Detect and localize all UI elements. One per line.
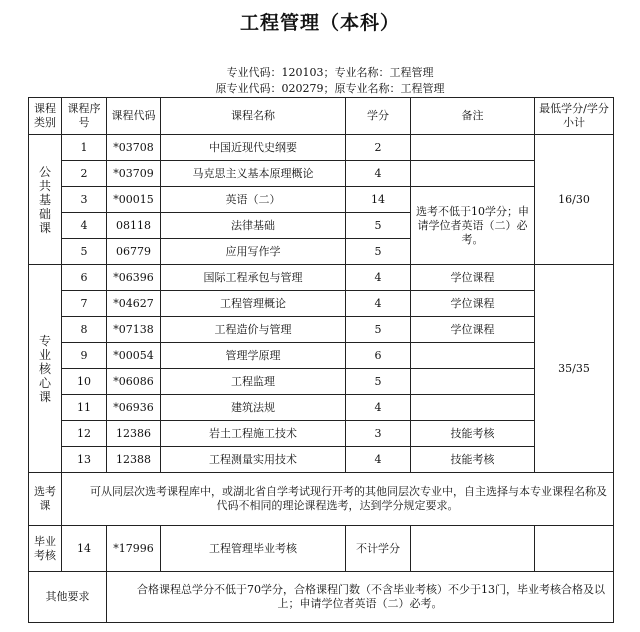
course-name: 工程造价与管理 — [161, 317, 346, 343]
category-public: 公 共 基 础 课 — [29, 135, 62, 265]
course-seq: 4 — [62, 213, 107, 239]
course-code: *07138 — [107, 317, 161, 343]
course-credit: 14 — [346, 187, 411, 213]
table-row — [29, 343, 614, 369]
table-row — [29, 291, 614, 317]
graduation-label: 毕业考核 — [29, 526, 62, 572]
header-code: 课程代码 — [107, 98, 161, 135]
table-row — [29, 421, 614, 447]
course-name: 工程监理 — [161, 369, 346, 395]
course-name: 岩土工程施工技术 — [161, 421, 346, 447]
graduation-seq: 14 — [62, 526, 107, 572]
core-min-credit: 35/35 — [535, 265, 614, 473]
course-seq: 6 — [62, 265, 107, 291]
course-seq: 8 — [62, 317, 107, 343]
graduation-note — [411, 526, 535, 572]
course-note — [411, 161, 535, 187]
course-name: 英语（二） — [161, 187, 346, 213]
course-seq: 5 — [62, 239, 107, 265]
course-credit: 4 — [346, 265, 411, 291]
other-text — [107, 572, 614, 623]
course-code: *06936 — [107, 395, 161, 421]
course-credit: 5 — [346, 213, 411, 239]
table-row — [29, 135, 614, 161]
course-code: *00054 — [107, 343, 161, 369]
course-code: *04627 — [107, 291, 161, 317]
course-name: 工程测量实用技术 — [161, 447, 346, 473]
elective-text — [62, 473, 614, 526]
course-code: 12388 — [107, 447, 161, 473]
course-plan-table — [28, 97, 614, 623]
table-row — [29, 317, 614, 343]
elective-label: 选考课 — [29, 473, 62, 526]
course-code: *03709 — [107, 161, 161, 187]
course-credit: 4 — [346, 291, 411, 317]
course-seq: 7 — [62, 291, 107, 317]
original-major-code-line: 原专业代码：020279；原专业名称：工程管理 — [215, 82, 445, 95]
page-title: 工程管理（本科） — [239, 12, 400, 34]
course-credit: 3 — [346, 421, 411, 447]
table-row — [29, 369, 614, 395]
course-credit: 4 — [346, 395, 411, 421]
other-requirements-row — [29, 572, 614, 623]
course-code: *06396 — [107, 265, 161, 291]
course-note — [411, 369, 535, 395]
course-note: 学位课程 — [411, 291, 535, 317]
course-seq: 1 — [62, 135, 107, 161]
header-row — [29, 98, 614, 135]
graduation-min — [535, 526, 614, 572]
graduation-row — [29, 526, 614, 572]
course-name: 中国近现代史纲要 — [161, 135, 346, 161]
course-code: 06779 — [107, 239, 161, 265]
course-name: 建筑法规 — [161, 395, 346, 421]
graduation-code: *17996 — [107, 526, 161, 572]
course-code: 12386 — [107, 421, 161, 447]
course-credit: 4 — [346, 447, 411, 473]
course-credit: 6 — [346, 343, 411, 369]
header-category: 课程类别 — [29, 98, 62, 135]
elective-row — [29, 473, 614, 526]
course-code: *03708 — [107, 135, 161, 161]
header-min-credit: 最低学分/学分小计 — [535, 98, 614, 135]
course-name: 法律基础 — [161, 213, 346, 239]
course-seq: 13 — [62, 447, 107, 473]
table-row — [29, 187, 614, 213]
course-note — [411, 395, 535, 421]
course-note: 技能考核 — [411, 421, 535, 447]
other-text-content: 合格课程总学分不低于70学分，合格课程门数（不含毕业考核）不少于13门，毕业考核合格及以上；申请学位者英语（二）必考。 — [137, 583, 605, 610]
course-name: 应用写作学 — [161, 239, 346, 265]
course-note: 技能考核 — [411, 447, 535, 473]
major-code-line: 专业代码：120103；专业名称：工程管理 — [226, 66, 434, 79]
graduation-name: 工程管理毕业考核 — [161, 526, 346, 572]
course-note — [411, 343, 535, 369]
category-core: 专 业 核 心 课 — [29, 265, 62, 473]
header-credit: 学分 — [346, 98, 411, 135]
table-row — [29, 395, 614, 421]
table-row — [29, 265, 614, 291]
elective-text-content: 可从同层次选考课程库中，或湖北省自学考试现行开考的其他同层次专业中，自主选择与本专业课程名称及代码不相同的理论课程选考，达到学分规定要求。 — [90, 485, 607, 512]
course-seq: 10 — [62, 369, 107, 395]
course-credit: 5 — [346, 369, 411, 395]
course-code: *00015 — [107, 187, 161, 213]
course-seq: 2 — [62, 161, 107, 187]
graduation-credit: 不计学分 — [346, 526, 411, 572]
course-seq: 9 — [62, 343, 107, 369]
header-seq: 课程序号 — [62, 98, 107, 135]
table-row — [29, 447, 614, 473]
public-note: 选考不低于10学分；申请学位者英语（二）必考。 — [411, 187, 535, 265]
course-seq: 12 — [62, 421, 107, 447]
other-label: 其他要求 — [29, 572, 107, 623]
course-credit: 5 — [346, 317, 411, 343]
course-seq: 11 — [62, 395, 107, 421]
table-row — [29, 161, 614, 187]
course-name: 工程管理概论 — [161, 291, 346, 317]
course-note: 学位课程 — [411, 265, 535, 291]
course-name: 马克思主义基本原理概论 — [161, 161, 346, 187]
course-name: 管理学原理 — [161, 343, 346, 369]
header-note: 备注 — [411, 98, 535, 135]
course-code: *06086 — [107, 369, 161, 395]
header-name: 课程名称 — [161, 98, 346, 135]
course-note: 学位课程 — [411, 317, 535, 343]
course-note — [411, 135, 535, 161]
public-min-credit: 16/30 — [535, 135, 614, 265]
course-code: 08118 — [107, 213, 161, 239]
course-credit: 5 — [346, 239, 411, 265]
course-credit: 2 — [346, 135, 411, 161]
course-credit: 4 — [346, 161, 411, 187]
course-seq: 3 — [62, 187, 107, 213]
course-name: 国际工程承包与管理 — [161, 265, 346, 291]
